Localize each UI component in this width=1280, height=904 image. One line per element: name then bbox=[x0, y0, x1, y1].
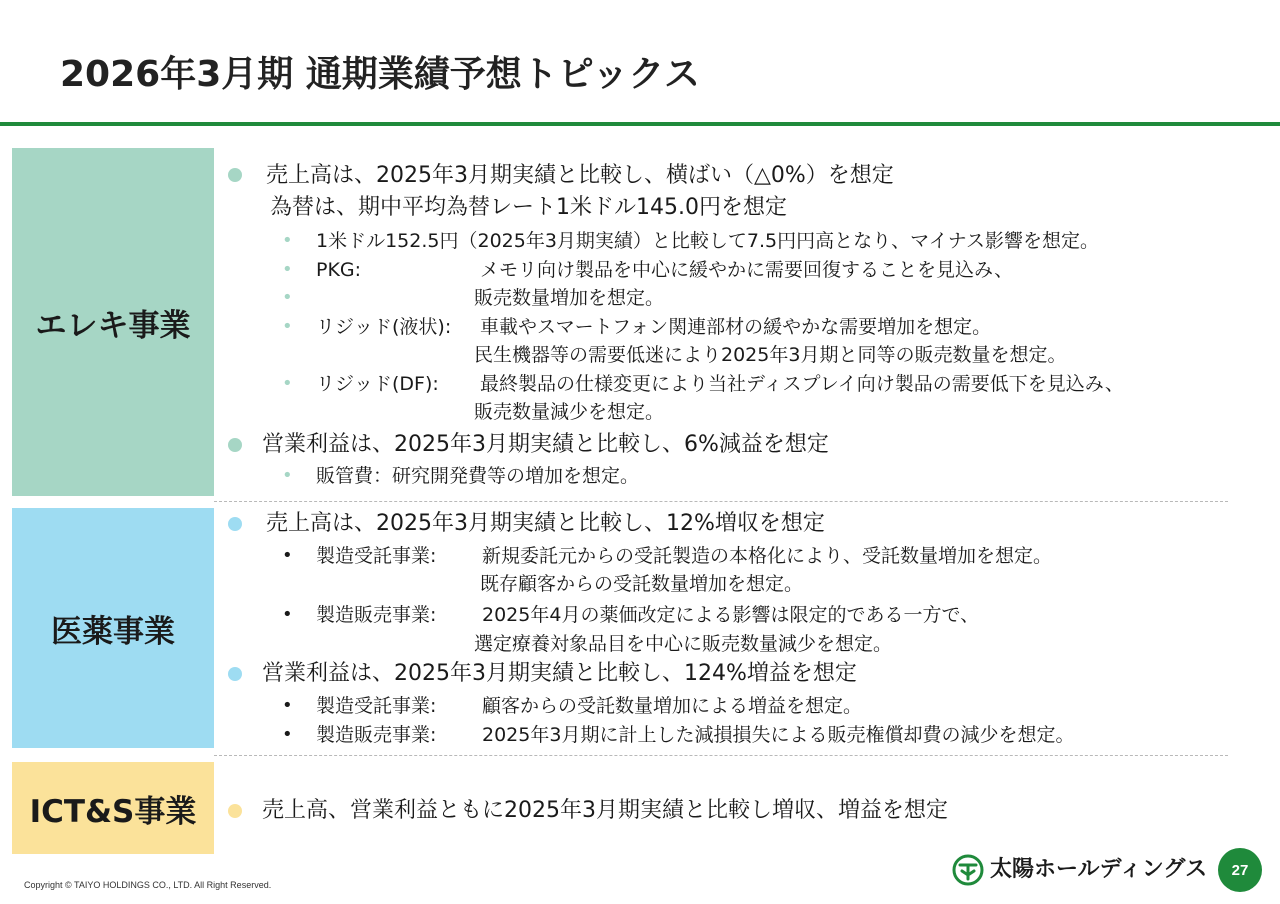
elec-fx-text: 為替は、期中平均為替レート1米ドル145.0円を想定 bbox=[270, 195, 787, 220]
bullet-dot bbox=[228, 168, 242, 182]
elec-pkg-text: メモリ向け製品を中心に緩やかに需要回復することを見込み、 bbox=[480, 259, 1014, 281]
bullet-dot bbox=[228, 667, 242, 681]
elec-op-income-text: 営業利益は、2025年3月期実績と比較し、6%減益を想定 bbox=[262, 432, 829, 457]
elec-rigid-liquid-text: 車載やスマートフォン関連部材の緩やかな需要増加を想定。 bbox=[480, 316, 992, 338]
elec-sga-text: 販管費：研究開発費等の増加を想定。 bbox=[316, 465, 640, 487]
company-name: 太陽ホールディングス bbox=[990, 857, 1208, 882]
sub-bullet: • bbox=[282, 373, 293, 394]
sub-bullet: • bbox=[282, 724, 293, 745]
bullet-dot bbox=[228, 438, 242, 452]
elec-rigid-liquid-text-2: 民生機器等の需要低迷により2025年3月期と同等の販売数量を想定。 bbox=[474, 344, 1067, 366]
title-rule bbox=[0, 122, 1280, 126]
med-sales-biz-label: 製造販売事業: bbox=[316, 604, 437, 626]
sub-bullet: • bbox=[282, 316, 293, 337]
med-sales-biz-label-2: 製造販売事業: bbox=[316, 724, 437, 746]
med-contract-label-2: 製造受託事業: bbox=[316, 695, 437, 717]
med-sales-text: 売上高は、2025年3月期実績と比較し、12%増収を想定 bbox=[266, 511, 825, 536]
bullet-dot bbox=[228, 804, 242, 818]
sub-bullet: • bbox=[282, 465, 293, 486]
sub-bullet: • bbox=[282, 545, 293, 566]
section-label-electronics: エレキ事業 bbox=[12, 148, 214, 496]
sub-bullet: • bbox=[282, 259, 293, 280]
section-divider bbox=[214, 501, 1228, 502]
section-label-ict: ICT&S事業 bbox=[12, 762, 214, 854]
elec-pkg-text-2: 販売数量増加を想定。 bbox=[474, 287, 665, 309]
elec-sales-text: 売上高は、2025年3月期実績と比較し、横ばい（△0%）を想定 bbox=[266, 163, 894, 188]
med-contract-text-2: 既存顧客からの受託数量増加を想定。 bbox=[480, 573, 804, 595]
med-sales-biz-text-2: 選定療養対象品目を中心に販売数量減少を想定。 bbox=[474, 633, 893, 655]
sub-bullet: • bbox=[282, 604, 293, 625]
med-contract-label: 製造受託事業: bbox=[316, 545, 437, 567]
sub-bullet: • bbox=[282, 230, 293, 251]
sub-bullet: • bbox=[282, 695, 293, 716]
elec-rigid-df-label: リジッド(DF): bbox=[316, 373, 439, 395]
section-divider bbox=[214, 755, 1228, 756]
med-sales-biz-text: 2025年4月の薬価改定による影響は限定的である一方で、 bbox=[482, 604, 980, 626]
elec-rigid-liquid-label: リジッド(液状): bbox=[316, 316, 452, 338]
section-label-medical: 医薬事業 bbox=[12, 508, 214, 748]
med-contract-text: 新規委託元からの受託製造の本格化により、受託数量増加を想定。 bbox=[482, 545, 1053, 567]
elec-fx-detail: 1米ドル152.5円（2025年3月期実績）と比較して7.5円円高となり、マイナス影響を想定。 bbox=[316, 230, 1100, 252]
company-logo-icon bbox=[952, 854, 984, 886]
page-title: 2026年3月期 通期業績予想トピックス bbox=[60, 54, 700, 95]
copyright-text: Copyright © TAIYO HOLDINGS CO., LTD. All Right Reserved. bbox=[24, 880, 272, 890]
bullet-dot bbox=[228, 517, 242, 531]
med-sales-biz-profit-text: 2025年3月期に計上した減損損失による販売権償却費の減少を想定。 bbox=[482, 724, 1075, 746]
sub-bullet: • bbox=[282, 287, 293, 308]
page-number: 27 bbox=[1218, 848, 1262, 892]
elec-pkg-label: PKG: bbox=[316, 259, 362, 281]
elec-rigid-df-text: 最終製品の仕様変更により当社ディスプレイ向け製品の需要低下を見込み、 bbox=[480, 373, 1124, 395]
elec-rigid-df-text-2: 販売数量減少を想定。 bbox=[474, 401, 665, 423]
med-op-income-text: 営業利益は、2025年3月期実績と比較し、124%増益を想定 bbox=[262, 661, 857, 686]
ict-text: 売上高、営業利益ともに2025年3月期実績と比較し増収、増益を想定 bbox=[262, 798, 948, 823]
med-contract-profit-text: 顧客からの受託数量増加による増益を想定。 bbox=[482, 695, 863, 717]
